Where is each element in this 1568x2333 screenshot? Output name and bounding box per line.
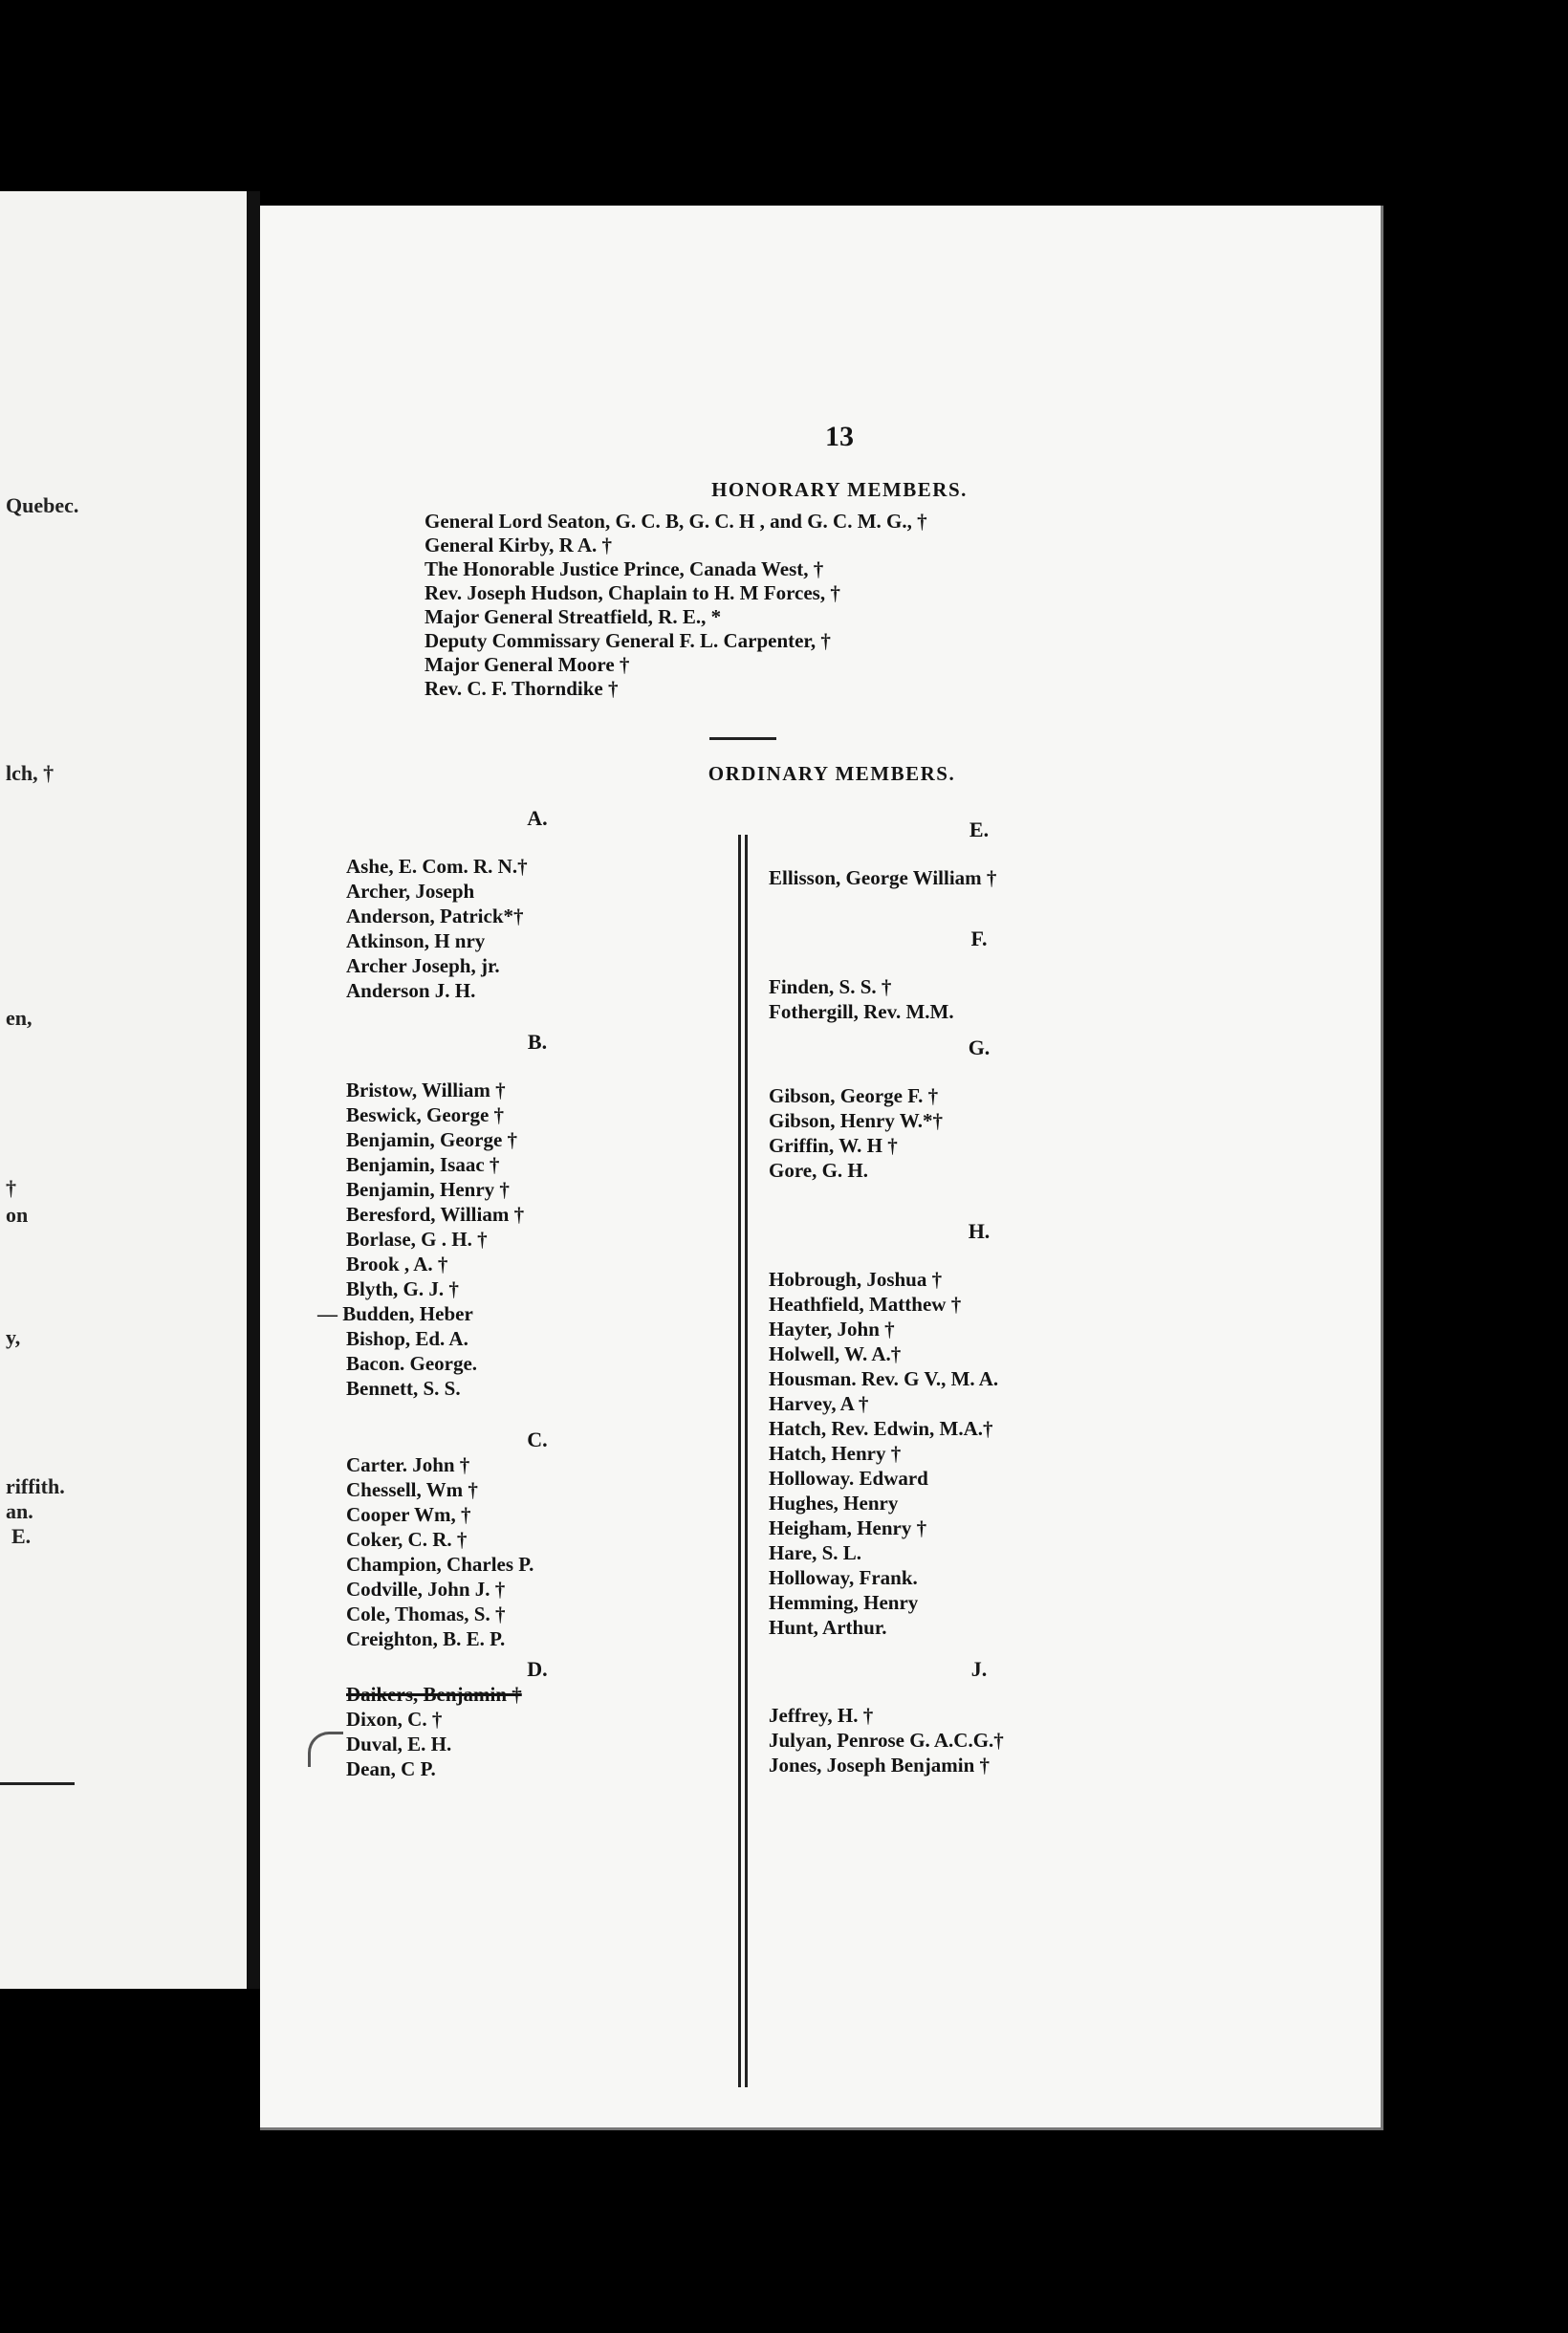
section-b-list: [317, 1078, 729, 1401]
member-entry: Coker, C. R. †: [346, 1528, 468, 1551]
member-entry: Hobrough, Joshua †: [769, 1268, 943, 1291]
member-entry: Hare, S. L.: [769, 1541, 862, 1564]
member-entry: Julyan, Penrose G. A.C.G.†: [769, 1729, 1004, 1752]
member-entry: Gibson, George F. †: [769, 1084, 939, 1107]
section-letter-a: A.: [527, 806, 548, 830]
member-entry: Ellisson, George William †: [769, 866, 997, 889]
member-entry: — Budden, Heber: [317, 1302, 473, 1325]
member-entry: Heigham, Henry †: [769, 1516, 927, 1539]
honorary-member: Major General Streatfield, R. E., *: [425, 605, 722, 628]
member-entry: Hatch, Rev. Edwin, M.A.†: [769, 1417, 993, 1440]
section-letter-b: B.: [527, 1030, 548, 1054]
honorary-member: Rev. Joseph Hudson, Chaplain to H. M Forces, †: [425, 581, 840, 604]
member-entry: Atkinson, H nry: [346, 929, 486, 952]
member-entry: Bacon. George.: [346, 1352, 478, 1375]
honorary-member: The Honorable Justice Prince, Canada West, †: [425, 557, 824, 580]
section-d-list: [346, 1682, 729, 1781]
member-entry: Champion, Charles P.: [346, 1553, 534, 1576]
member-entry: Hatch, Henry †: [769, 1442, 902, 1465]
member-entry: Cooper Wm, †: [346, 1503, 471, 1526]
member-entry: Jeffrey, H. †: [769, 1704, 874, 1727]
section-letter-f: F.: [970, 927, 988, 950]
member-entry: Holloway, Frank.: [769, 1566, 918, 1589]
member-entry: Archer Joseph, jr.: [346, 954, 500, 977]
member-entry: Brook , A. †: [346, 1253, 448, 1276]
honorary-member: Rev. C. F. Thorndike †: [425, 677, 619, 700]
member-entry: Jones, Joseph Benjamin †: [769, 1754, 991, 1777]
honorary-members-list: [425, 510, 927, 701]
member-entry: Holwell, W. A.†: [769, 1342, 902, 1365]
member-entry: Cole, Thomas, S. †: [346, 1603, 506, 1625]
member-entry: Beresford, William †: [346, 1203, 525, 1226]
member-entry: Gibson, Henry W.*†: [769, 1109, 944, 1132]
left-fragment: lch, †: [6, 761, 54, 785]
ordinary-members-right-column: [769, 818, 1189, 1777]
member-entry: Hayter, John †: [769, 1318, 895, 1341]
member-entry-struck: Daikers, Benjamin †: [346, 1683, 522, 1706]
ordinary-members-left-column: [317, 806, 729, 1781]
section-divider: [709, 737, 776, 740]
member-entry: Beswick, George †: [346, 1103, 505, 1126]
left-fragment: on: [6, 1203, 29, 1227]
member-entry: Duval, E. H.: [346, 1733, 452, 1755]
left-fragment: an.: [6, 1499, 33, 1523]
member-entry: Blyth, G. J. †: [346, 1277, 459, 1300]
member-entry: Archer, Joseph: [346, 880, 475, 903]
section-f-list: [769, 974, 1189, 1024]
left-fragment: E.: [11, 1524, 32, 1548]
member-entry: Bishop, Ed. A.: [346, 1327, 468, 1350]
member-entry: Griffin, W. H †: [769, 1134, 898, 1157]
left-fragment: †: [6, 1176, 16, 1200]
section-h-list: [769, 1267, 1189, 1640]
member-entry: Carter. John †: [346, 1453, 470, 1476]
member-entry: Dixon, C. †: [346, 1708, 443, 1731]
section-c-list: [346, 1452, 729, 1651]
left-page-rule: [0, 1782, 75, 1785]
honorary-member: Deputy Commissary General F. L. Carpenter, †: [425, 629, 831, 652]
member-entry: Chessell, Wm †: [346, 1478, 478, 1501]
member-entry: Borlase, G . H. †: [346, 1228, 488, 1251]
section-letter-e: E.: [969, 818, 990, 841]
member-entry: Codville, John J. †: [346, 1578, 506, 1601]
member-entry: Dean, C P.: [346, 1757, 436, 1780]
column-separator: [738, 835, 748, 2087]
member-entry: Anderson J. H.: [346, 979, 476, 1002]
member-entry: Holloway. Edward: [769, 1467, 928, 1490]
member-entry: Heathfield, Matthew †: [769, 1293, 962, 1316]
member-entry: Bristow, William †: [346, 1079, 506, 1101]
member-entry: Hughes, Henry: [769, 1492, 899, 1515]
ordinary-members-heading: ORDINARY MEMBERS.: [708, 762, 956, 785]
page-gutter: [247, 191, 260, 1989]
section-a-list: [346, 854, 729, 1003]
member-entry: Harvey, A †: [769, 1392, 869, 1415]
honorary-member: General Lord Seaton, G. C. B, G. C. H , and G. C. M. G., †: [425, 510, 927, 533]
section-j-list: [769, 1703, 1189, 1777]
honorary-members-heading: HONORARY MEMBERS.: [711, 478, 968, 501]
pencil-mark: [308, 1732, 343, 1767]
left-fragment: Quebec.: [6, 493, 79, 517]
member-entry: Housman. Rev. G V., M. A.: [769, 1367, 999, 1390]
member-entry: Benjamin, George †: [346, 1128, 518, 1151]
member-entry: Gore, G. H.: [769, 1159, 869, 1182]
section-letter-c: C.: [527, 1428, 548, 1451]
section-letter-h: H.: [968, 1219, 991, 1243]
honorary-member: General Kirby, R A. †: [425, 534, 612, 556]
member-entry: Ashe, E. Com. R. N.†: [346, 855, 528, 878]
member-entry: Benjamin, Isaac †: [346, 1153, 500, 1176]
member-entry: Fothergill, Rev. M.M.: [769, 1000, 954, 1023]
member-entry: Bennett, S. S.: [346, 1377, 461, 1400]
document-page: [260, 206, 1383, 2130]
section-letter-j: J.: [970, 1657, 988, 1681]
member-entry: Anderson, Patrick*†: [346, 905, 524, 927]
left-fragment: y,: [6, 1325, 21, 1349]
left-fragment: riffith.: [6, 1474, 65, 1498]
member-entry: Hemming, Henry: [769, 1591, 919, 1614]
page-number: 13: [825, 421, 854, 452]
section-letter-d: D.: [527, 1657, 548, 1681]
left-fragment: en,: [6, 1006, 33, 1030]
honorary-member: Major General Moore †: [425, 653, 630, 676]
section-g-list: [769, 1083, 1189, 1183]
member-entry: Finden, S. S. †: [769, 975, 892, 998]
member-entry: Creighton, B. E. P.: [346, 1627, 506, 1650]
member-entry: Benjamin, Henry †: [346, 1178, 510, 1201]
previous-page-fragment: [0, 191, 250, 1989]
section-letter-g: G.: [968, 1036, 991, 1059]
member-entry: Hunt, Arthur.: [769, 1616, 887, 1639]
section-e-list: [769, 865, 1189, 890]
